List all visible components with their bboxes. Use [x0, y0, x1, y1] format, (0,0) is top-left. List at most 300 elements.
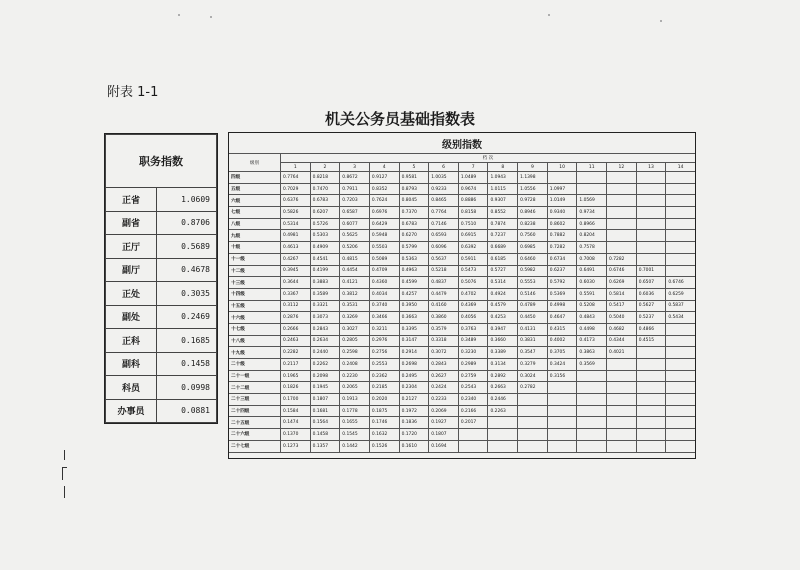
grade-index-cell: 0.7282 [547, 242, 577, 254]
grade-index-cell [518, 394, 548, 406]
grade-index-cell [547, 172, 577, 184]
grade-index-cell: 0.1836 [399, 417, 429, 429]
grade-index-cell: 0.8552 [488, 207, 518, 219]
grade-index-cell: 0.2756 [369, 347, 399, 359]
grade-index-cell: 0.3321 [310, 300, 340, 312]
grade-index-cell: 0.2446 [488, 394, 518, 406]
grade-index-cell: 0.4267 [281, 253, 311, 265]
grade-index-cell: 0.6207 [310, 207, 340, 219]
grade-index-cell [577, 405, 607, 417]
grade-index-cell: 0.4613 [281, 242, 311, 254]
grade-index-cell: 0.2663 [488, 382, 518, 394]
grade-index-cell: 0.4360 [369, 277, 399, 289]
appendix-label: 附表 1-1 [107, 85, 159, 100]
grade-index-cell: 0.3883 [310, 277, 340, 289]
grade-index-cell: 0.4515 [636, 335, 666, 347]
position-index-table [104, 133, 218, 424]
rank-name: 十七级 [229, 323, 281, 335]
grade-index-cell: 0.6783 [399, 218, 429, 230]
grade-index-cell: 0.1720 [399, 429, 429, 441]
grade-step-column-header: 11 [577, 163, 607, 172]
rank-row [229, 370, 696, 382]
grade-index-cell: 0.2263 [488, 405, 518, 417]
grade-index-cell: 0.2543 [458, 382, 488, 394]
grade-index-cell [636, 347, 666, 359]
grade-index-cell: 0.1913 [340, 394, 370, 406]
grade-index-cell: 0.3705 [547, 347, 577, 359]
grade-index-cell [666, 253, 696, 265]
grade-index-cell: 0.1807 [310, 394, 340, 406]
grade-index-cell: 0.9127 [369, 172, 399, 184]
grade-index-cell: 0.3395 [399, 323, 429, 335]
grade-index-cell: 0.4843 [577, 312, 607, 324]
grade-index-cell: 0.2020 [369, 394, 399, 406]
grade-index-cell: 0.9340 [547, 207, 577, 219]
position-name: 正省 [106, 188, 157, 212]
grade-index-cell [636, 429, 666, 441]
grade-index-cell [458, 440, 488, 452]
grade-index-cell: 0.5837 [666, 300, 696, 312]
grade-index-cell [488, 417, 518, 429]
grade-index-cell: 1.0569 [577, 195, 607, 207]
grade-index-cell: 0.2843 [310, 323, 340, 335]
grade-index-cell: 0.1564 [310, 417, 340, 429]
grade-index-cell: 0.6270 [399, 230, 429, 242]
rank-row [229, 277, 696, 289]
grade-index-cell [666, 172, 696, 184]
grade-index-cell: 0.2634 [310, 335, 340, 347]
grade-index-cell: 0.4709 [369, 265, 399, 277]
position-index-value: 0.8706 [157, 211, 217, 235]
rank-name: 四级 [229, 172, 281, 184]
grade-index-cell [666, 429, 696, 441]
grade-index-cell: 0.1945 [310, 382, 340, 394]
grade-index-cell [666, 242, 696, 254]
grade-index-cell: 0.5727 [488, 265, 518, 277]
grade-index-cell: 0.3147 [399, 335, 429, 347]
grade-index-cell: 0.5237 [636, 312, 666, 324]
grade-index-cell [666, 195, 696, 207]
grade-index-cell: 0.2759 [458, 370, 488, 382]
grade-index-cell: 0.4866 [636, 323, 666, 335]
grade-index-cell: 0.8204 [577, 230, 607, 242]
position-index-value: 0.1458 [157, 352, 217, 376]
grade-index-cell [666, 183, 696, 195]
grade-index-cell [577, 429, 607, 441]
position-row [106, 282, 217, 306]
grade-index-cell: 0.3230 [458, 347, 488, 359]
grade-index-cell [607, 382, 637, 394]
grade-index-cell: 0.5553 [518, 277, 548, 289]
grade-step-column-header: 12 [607, 163, 637, 172]
grade-index-cell [666, 370, 696, 382]
rank-row [229, 429, 696, 441]
grade-index-cell [636, 230, 666, 242]
grade-index-cell: 0.3863 [577, 347, 607, 359]
grade-index-cell: 0.4021 [607, 347, 637, 359]
grade-index-header: 级别指数 [229, 133, 696, 154]
grade-index-cell [666, 394, 696, 406]
grade-index-cell: 0.4450 [518, 312, 548, 324]
grade-index-cell: 0.6593 [429, 230, 459, 242]
grade-index-cell: 0.5208 [577, 300, 607, 312]
grade-index-cell: 0.2463 [281, 335, 311, 347]
grade-index-cell: 0.6985 [518, 242, 548, 254]
rank-row [229, 300, 696, 312]
grade-index-cell [607, 172, 637, 184]
grade-index-cell: 0.5417 [607, 300, 637, 312]
grade-index-cell [607, 230, 637, 242]
grade-step-column-header: 13 [636, 163, 666, 172]
rank-name: 十二级 [229, 265, 281, 277]
grade-index-cell: 0.2782 [518, 382, 548, 394]
rank-name: 十六级 [229, 312, 281, 324]
grade-step-column-header: 6 [429, 163, 459, 172]
grade-index-cell [607, 207, 637, 219]
grade-index-cell: 1.0997 [547, 183, 577, 195]
grade-index-cell: 0.4924 [488, 288, 518, 300]
rank-name: 二十二级 [229, 382, 281, 394]
grade-index-cell: 0.3740 [369, 300, 399, 312]
grade-index-cell: 0.8045 [399, 195, 429, 207]
grade-index-cell [636, 195, 666, 207]
grade-index-cell: 0.7764 [429, 207, 459, 219]
position-row [106, 188, 217, 212]
rank-row [229, 288, 696, 300]
grade-index-cell [636, 394, 666, 406]
grade-index-cell: 0.1584 [281, 405, 311, 417]
grade-index-cell: 0.4909 [310, 242, 340, 254]
grade-index-cell: 0.1370 [281, 429, 311, 441]
grade-index-cell: 0.6746 [666, 277, 696, 289]
grade-index-cell: 0.3589 [310, 288, 340, 300]
grade-index-cell: 0.2117 [281, 359, 311, 371]
grade-index-cell: 0.6976 [369, 207, 399, 219]
grade-index-cell: 0.7237 [488, 230, 518, 242]
grade-index-cell: 0.6392 [458, 242, 488, 254]
grade-index-cell: 0.3531 [340, 300, 370, 312]
grade-index-cell: 0.3466 [369, 312, 399, 324]
grade-index-cell [636, 370, 666, 382]
grade-index-cell: 0.2495 [399, 370, 429, 382]
grade-index-cell: 0.1694 [429, 440, 459, 452]
grade-index-cell: 0.5218 [429, 265, 459, 277]
grade-index-cell: 0.3812 [340, 288, 370, 300]
rank-name: 五级 [229, 183, 281, 195]
grade-index-cell [636, 382, 666, 394]
grade-index-cell: 0.5911 [458, 253, 488, 265]
grade-index-cell: 0.3269 [340, 312, 370, 324]
grade-index-cell [636, 359, 666, 371]
grade-index-cell: 0.5473 [458, 265, 488, 277]
grade-index-cell: 0.3027 [340, 323, 370, 335]
grade-index-cell: 0.7510 [458, 218, 488, 230]
rank-row [229, 394, 696, 406]
grade-index-cell: 0.7282 [607, 253, 637, 265]
grade-index-cell [488, 440, 518, 452]
grade-index-cell: 0.4998 [547, 300, 577, 312]
grade-index-cell: 0.6734 [547, 253, 577, 265]
grade-step-column-header: 10 [547, 163, 577, 172]
grade-index-cell: 0.4837 [429, 277, 459, 289]
position-row [106, 399, 217, 423]
grade-step-column-header: 8 [488, 163, 518, 172]
grade-index-cell: 0.1632 [369, 429, 399, 441]
grade-index-cell: 0.3424 [547, 359, 577, 371]
page-number [56, 450, 76, 500]
grade-index-cell: 0.4541 [310, 253, 340, 265]
grade-index-cell: 0.4963 [399, 265, 429, 277]
rank-row [229, 347, 696, 359]
grade-index-cell: 0.4369 [458, 300, 488, 312]
position-name: 办事员 [106, 399, 157, 423]
grade-index-cell: 0.7370 [399, 207, 429, 219]
grade-index-cell: 0.1474 [281, 417, 311, 429]
rank-name: 十九级 [229, 347, 281, 359]
grade-index-cell: 0.4981 [281, 230, 311, 242]
grade-index-cell: 0.4253 [488, 312, 518, 324]
grade-index-cell: 0.5948 [369, 230, 399, 242]
grade-index-cell [518, 429, 548, 441]
position-row [106, 305, 217, 329]
rank-row [229, 242, 696, 254]
grade-index-cell: 0.2598 [340, 347, 370, 359]
rank-row [229, 312, 696, 324]
grade-index-cell [666, 382, 696, 394]
grade-index-cell [607, 370, 637, 382]
rank-name: 二十五级 [229, 417, 281, 429]
grade-step-column-header: 5 [399, 163, 429, 172]
grade-index-cell: 0.9728 [518, 195, 548, 207]
grade-index-cell [666, 335, 696, 347]
grade-index-cell [666, 440, 696, 452]
grade-index-cell: 0.3950 [399, 300, 429, 312]
grade-index-cell: 0.9233 [429, 183, 459, 195]
rank-name: 十一级 [229, 253, 281, 265]
grade-index-cell: 0.7146 [429, 218, 459, 230]
grade-index-cell [607, 440, 637, 452]
position-row [106, 211, 217, 235]
grade-index-cell: 0.6096 [429, 242, 459, 254]
grade-index-cell [607, 183, 637, 195]
rank-row [229, 323, 696, 335]
grade-index-cell: 0.7882 [547, 230, 577, 242]
grade-index-cell: 0.2976 [369, 335, 399, 347]
scan-speck [660, 20, 662, 22]
grade-index-cell: 0.8238 [518, 218, 548, 230]
grade-index-cell: 0.1778 [340, 405, 370, 417]
grade-index-cell: 0.8352 [369, 183, 399, 195]
grade-index-cell: 0.1610 [399, 440, 429, 452]
grade-index-cell: 0.7578 [577, 242, 607, 254]
grade-index-cell: 0.3547 [518, 347, 548, 359]
grade-index-cell: 0.5146 [518, 288, 548, 300]
grade-index-cell: 0.3279 [518, 359, 548, 371]
grade-index-cell: 0.9307 [488, 195, 518, 207]
grade-index-cell: 0.3860 [429, 312, 459, 324]
grade-index-cell: 0.3073 [310, 312, 340, 324]
grade-index-cell: 0.6783 [310, 195, 340, 207]
grade-index-cell: 0.2914 [399, 347, 429, 359]
grade-index-cell: 0.4647 [547, 312, 577, 324]
grade-index-cell [488, 429, 518, 441]
position-index-value: 0.2469 [157, 305, 217, 329]
grade-index-cell: 0.5363 [399, 253, 429, 265]
position-row [106, 352, 217, 376]
grade-index-cell: 0.8672 [340, 172, 370, 184]
grade-index-cell [607, 405, 637, 417]
grade-index-cell [636, 253, 666, 265]
rank-row [229, 230, 696, 242]
grade-index-table [228, 132, 696, 453]
grade-index-cell: 0.6077 [340, 218, 370, 230]
grade-index-cell: 0.1700 [281, 394, 311, 406]
grade-index-cell [547, 417, 577, 429]
grade-index-cell: 0.4199 [310, 265, 340, 277]
grade-index-cell: 0.2553 [369, 359, 399, 371]
grade-index-cell [666, 230, 696, 242]
position-name: 副厅 [106, 258, 157, 282]
scan-speck [548, 14, 550, 16]
grade-index-cell: 0.2065 [340, 382, 370, 394]
grade-index-cell: 0.2424 [429, 382, 459, 394]
grade-index-cell [577, 370, 607, 382]
scan-speck [210, 16, 212, 18]
grade-index-cell: 0.6491 [577, 265, 607, 277]
rank-row [229, 183, 696, 195]
grade-index-cell: 0.4034 [369, 288, 399, 300]
grade-index-cell: 1.0149 [547, 195, 577, 207]
grade-index-cell: 0.2843 [429, 359, 459, 371]
grade-index-cell: 0.2340 [458, 394, 488, 406]
grade-index-cell: 0.3579 [429, 323, 459, 335]
grade-index-cell: 0.1545 [340, 429, 370, 441]
grade-index-cell: 0.1807 [429, 429, 459, 441]
grade-index-cell: 0.1526 [369, 440, 399, 452]
position-name: 正厅 [106, 235, 157, 259]
grade-index-cell: 0.7470 [310, 183, 340, 195]
grade-index-cell [636, 183, 666, 195]
grade-index-cell: 0.3945 [281, 265, 311, 277]
grade-index-cell [577, 394, 607, 406]
grade-index-cell: 0.5434 [666, 312, 696, 324]
rank-row [229, 382, 696, 394]
grade-index-cell: 0.8158 [458, 207, 488, 219]
grade-index-cell: 0.3389 [488, 347, 518, 359]
grade-step-column-header: 7 [458, 163, 488, 172]
grade-index-cell: 0.1826 [281, 382, 311, 394]
grade-index-cell: 1.0035 [429, 172, 459, 184]
rank-column-header: 级别 [229, 154, 281, 172]
grade-index-cell: 0.5076 [458, 277, 488, 289]
grade-index-cell: 0.8966 [577, 218, 607, 230]
grade-index-cell [636, 417, 666, 429]
grade-index-cell: 0.3134 [488, 359, 518, 371]
grade-index-cell: 0.6689 [488, 242, 518, 254]
grade-index-cell [607, 429, 637, 441]
grade-step-column-header: 14 [666, 163, 696, 172]
grade-index-cell: 0.9581 [399, 172, 429, 184]
grade-index-cell: 0.4257 [399, 288, 429, 300]
grade-index-cell: 0.3156 [547, 370, 577, 382]
position-index-value: 0.4678 [157, 258, 217, 282]
grade-index-cell: 0.4056 [458, 312, 488, 324]
grade-index-cell [577, 183, 607, 195]
position-name: 正处 [106, 282, 157, 306]
position-index-value: 0.0998 [157, 376, 217, 400]
grade-index-cell: 0.6429 [369, 218, 399, 230]
grade-index-cell [577, 417, 607, 429]
grade-index-cell: 0.1875 [369, 405, 399, 417]
grade-index-cell: 0.2805 [340, 335, 370, 347]
grade-index-cell: 0.2666 [281, 323, 311, 335]
grade-index-cell: 0.5591 [577, 288, 607, 300]
grade-index-cell: 0.2698 [399, 359, 429, 371]
grade-index-cell: 0.5982 [518, 265, 548, 277]
grade-index-cell [547, 429, 577, 441]
position-name: 科员 [106, 376, 157, 400]
grade-index-cell: 0.2989 [458, 359, 488, 371]
grade-index-cell: 0.6036 [636, 288, 666, 300]
grade-index-cell [547, 382, 577, 394]
grade-index-cell [666, 323, 696, 335]
grade-index-cell: 0.5826 [281, 207, 311, 219]
grade-index-cell: 0.8602 [547, 218, 577, 230]
grade-index-cell: 0.5040 [607, 312, 637, 324]
grade-index-cell: 0.1965 [281, 370, 311, 382]
position-index-value: 0.1685 [157, 329, 217, 353]
grade-index-cell: 0.6269 [607, 277, 637, 289]
grade-index-cell: 0.7008 [577, 253, 607, 265]
rank-name: 十四级 [229, 288, 281, 300]
rank-row [229, 172, 696, 184]
grade-index-cell: 0.2282 [281, 347, 311, 359]
rank-name: 二十一级 [229, 370, 281, 382]
scan-speck [178, 14, 180, 16]
grade-index-cell: 0.4131 [518, 323, 548, 335]
grade-index-cell [636, 207, 666, 219]
grade-index-cell [607, 195, 637, 207]
grade-index-cell [607, 218, 637, 230]
position-row [106, 258, 217, 282]
grade-step-column-header: 4 [369, 163, 399, 172]
rank-row [229, 195, 696, 207]
position-index-value: 0.3035 [157, 282, 217, 306]
grade-index-cell: 0.7029 [281, 183, 311, 195]
grade-index-cell: 0.6185 [488, 253, 518, 265]
grade-index-cell: 0.5625 [340, 230, 370, 242]
grade-index-cell: 0.9734 [577, 207, 607, 219]
grade-index-cell: 0.3489 [458, 335, 488, 347]
grade-index-cell: 0.2069 [429, 405, 459, 417]
grade-index-cell: 0.4454 [340, 265, 370, 277]
grade-index-cell: 0.2098 [310, 370, 340, 382]
grade-index-cell: 0.1972 [399, 405, 429, 417]
grade-index-cell: 0.6259 [666, 288, 696, 300]
grade-index-cell: 0.3644 [281, 277, 311, 289]
grade-index-cell: 0.1746 [369, 417, 399, 429]
grade-index-cell: 1.0115 [488, 183, 518, 195]
grade-index-cell: 0.5637 [429, 253, 459, 265]
grade-index-cell: 0.5799 [399, 242, 429, 254]
grade-step-column-header: 9 [518, 163, 548, 172]
grade-index-cell: 0.4789 [518, 300, 548, 312]
grade-index-cell [636, 242, 666, 254]
grade-index-cell: 0.5814 [607, 288, 637, 300]
grade-index-cell: 0.7560 [518, 230, 548, 242]
grade-index-cell: 0.6460 [518, 253, 548, 265]
grade-index-cell: 0.9674 [458, 183, 488, 195]
